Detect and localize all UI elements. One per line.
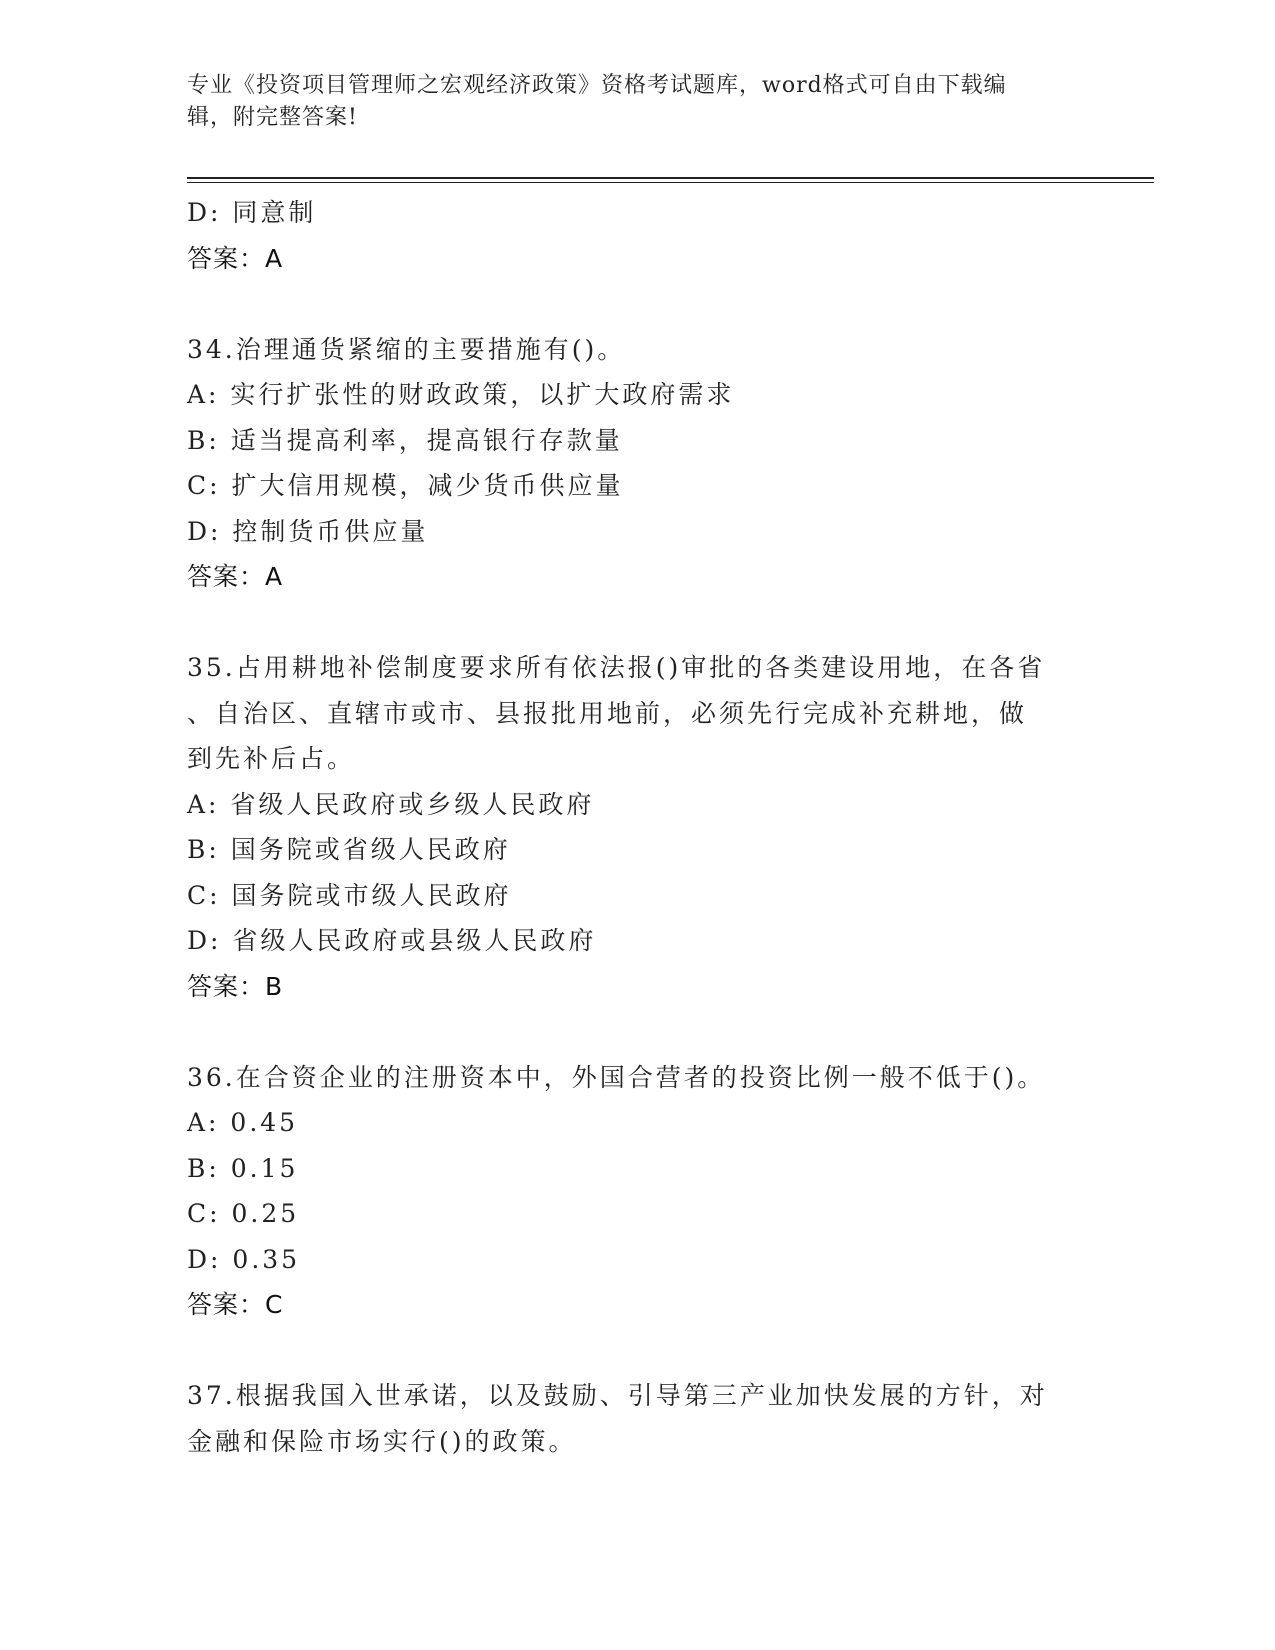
question-list [187,190,1087,1464]
spacer [187,281,1087,327]
answer-line: 答案：A [187,243,284,273]
option-b: B: 国务院或省级人民政府 [187,835,511,864]
question-36 [187,1055,1087,1328]
question-stem: 36.在合资企业的注册资本中，外国合营者的投资比例一般不低于()。 [187,1062,1046,1092]
option-a: A: 省级人民政府或乡级人民政府 [187,789,595,819]
spacer [187,600,1087,646]
option-d: D: 控制货币供应量 [187,516,429,546]
spacer [187,1328,1087,1374]
question-stem: 34.治理通货紧缩的主要措施有()。 [187,334,626,364]
option-c: C: 0.25 [187,1199,300,1228]
question-stem-line-3: 到先补后占。 [187,744,356,773]
question-stem-line-1: 37.根据我国入世承诺，以及鼓励、引导第三产业加快发展的方针，对 [187,1381,1048,1410]
header-divider-thick [187,177,1154,179]
previous-question-tail [187,190,1087,281]
option-b: B: 0.15 [187,1153,299,1183]
option-a: A: 实行扩张性的财政政策，以扩大政府需求 [187,380,735,409]
page-header [187,70,1067,134]
answer-line: 答案：B [187,971,284,1001]
answer-line: 答案：A [187,562,284,591]
option-d: D: 0.35 [187,1244,301,1274]
question-37 [187,1373,1087,1464]
question-stem-line-2: 、自治区、直辖市或市、县报批用地前，必须先行完成补充耕地，做 [187,698,1028,728]
option-d: D: 同意制 [187,198,317,227]
option-a: A: 0.45 [187,1108,299,1137]
answer-line: 答案：C [187,1290,284,1319]
question-stem-line-1: 35.占用耕地补偿制度要求所有依法报()审批的各类建设用地，在各省 [187,653,1046,682]
option-c: C: 扩大信用规模，减少货币供应量 [187,471,624,500]
header-line-2: 辑，附完整答案! [187,105,358,130]
question-35 [187,645,1087,1009]
option-b: B: 适当提高利率，提高银行存款量 [187,425,623,455]
header-line-1: 专业《投资项目管理师之宏观经济政策》资格考试题库，word格式可自由下载编 [187,73,1007,98]
question-34 [187,327,1087,600]
header-divider-thin [187,182,1154,183]
question-stem-line-2: 金融和保险市场实行()的政策。 [187,1426,577,1456]
option-c: C: 国务院或市级人民政府 [187,880,512,910]
spacer [187,1009,1087,1055]
option-d: D: 省级人民政府或县级人民政府 [187,926,597,955]
